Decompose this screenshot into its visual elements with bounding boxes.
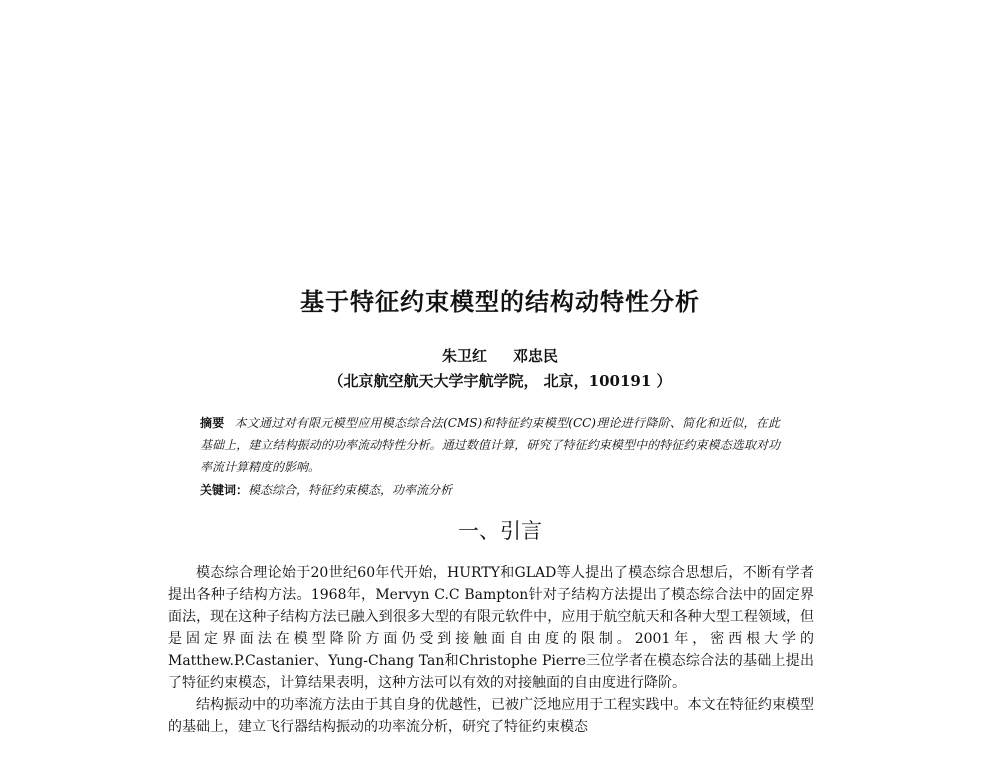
keywords-text: 模态综合，特征约束模态，功率流分析 bbox=[248, 483, 453, 497]
abstract-text: 本文通过对有限元模型应用模态综合法(CMS)和特征约束模型(CC)理论进行降阶、简化和近似，在此基础上，建立结构振动的功率流动特性分析。通过数值计算，研究了特征约束模型中的特征约束模态选取对功率流计算精度的影响。 bbox=[200, 416, 780, 474]
paragraph: 模态综合理论始于20世纪60年代开始，HURTY和GLAD等人提出了模态综合思想后，不断有学者提出各种子结构方法。1968年，Mervyn C.C Bampton针对子结构方法提出了模态综合法中的固定界面法，现在这种子结构方法已融入到很多大型的有限元软件中，应用于航空航天和各种大型工程领域，但是固定界面法在模型降阶方面仍受到接触面自由度的限制。2001年，密西根大学的Matthew.P.Castanier、Yung-Chang Tan和Christophe Pierre三位学者在模态综合法的基础上提出了特征约束模态，计算结果表明，这种方法可以有效的对接触面的自由度进行降阶。 bbox=[168, 565, 814, 691]
author-affiliation: （北京航空航天大学宇航学院， 北京，100191 ） bbox=[328, 372, 672, 390]
author-list bbox=[0, 345, 1000, 366]
paragraph: 结构振动中的功率流方法由于其自身的优越性，已被广泛地应用于工程实践中。本文在特征约束模型的基础上，建立飞行器结构振动的功率流分析，研究了特征约束模态 bbox=[168, 697, 814, 735]
keywords-label: 关键词： bbox=[200, 483, 249, 497]
keywords bbox=[200, 480, 780, 500]
abstract-label: 摘要 bbox=[200, 416, 225, 430]
section-heading: 一、引言 bbox=[458, 519, 542, 543]
author-name: 朱卫红 bbox=[441, 347, 487, 365]
paper-title: 基于特征约束模型的结构动特性分析 bbox=[300, 288, 700, 316]
author-name: 邓忠民 bbox=[513, 347, 559, 365]
abstract bbox=[200, 412, 780, 478]
body-text bbox=[168, 562, 814, 738]
